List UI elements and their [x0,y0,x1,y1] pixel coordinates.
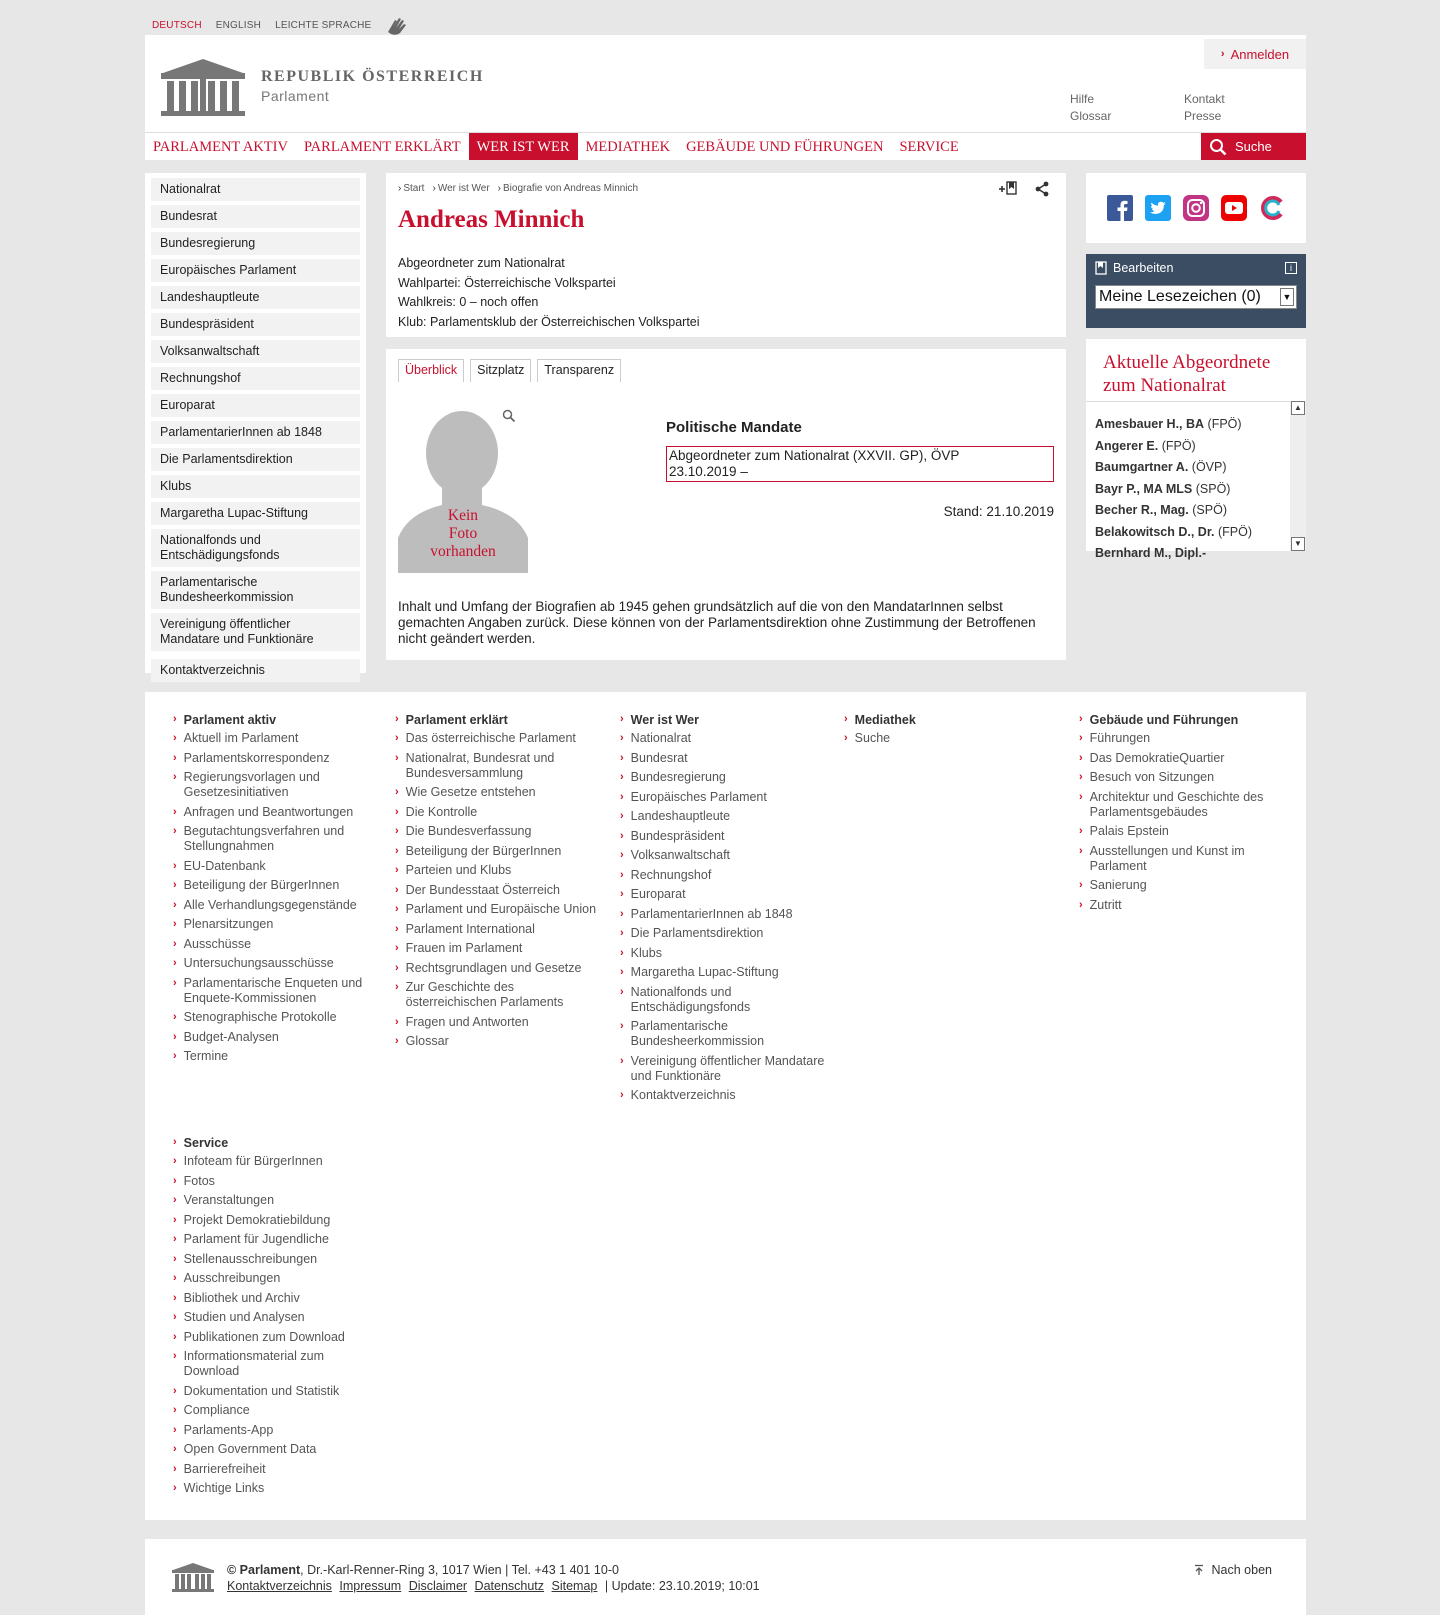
zoom-icon[interactable] [502,409,516,423]
sitemap-heading[interactable]: › Parlament erklärt [395,713,508,727]
chevron-right-icon: › [395,883,399,896]
sitemap-link[interactable]: › Die Parlamentsdirektion [620,926,764,940]
sitemap-link[interactable]: › Zur Geschichte des österreichischen Parlaments [395,980,564,1009]
chevron-right-icon: › [173,1384,177,1397]
chevron-right-icon: › [620,907,624,920]
sitemap-link[interactable]: › Architektur und Geschichte des Parlamentsgebäudes [1079,789,1264,819]
sitemap-link[interactable]: › Ausstellungen und Kunst im Parlament [1079,843,1245,873]
mandate-stand: Stand: 21.10.2019 [943,504,1054,519]
bookmarks-select[interactable]: Meine Lesezeichen (0) ▼ [1095,285,1297,309]
sitemap-link[interactable]: › Bibliothek und Archiv [173,1290,300,1305]
chevron-right-icon: › [395,864,399,876]
sitemap-link[interactable]: › Suche [844,731,891,745]
chevron-right-icon: › [395,1015,399,1028]
sitemap-link[interactable]: › ParlamentarierInnen ab 1848 [620,906,793,921]
nav-parlament-erklaert[interactable]: PARLAMENT ERKLÄRT [303,139,461,155]
sitemap-link[interactable]: › Wichtige Links [173,1481,265,1495]
sitemap-link[interactable]: › Bundesrat [620,750,688,765]
chevron-right-icon: › [395,844,399,857]
chevron-right-icon: › [173,1330,177,1343]
chevron-right-icon: › [173,1482,177,1494]
chevron-right-icon: › [620,888,624,900]
chevron-right-icon: › [620,790,624,803]
chevron-right-icon: › [395,805,399,818]
sidebar-navigation [145,173,366,677]
sitemap-link[interactable]: › Kontaktverzeichnis [620,1088,736,1102]
chevron-right-icon: › [173,1291,177,1304]
current-members-panel [1086,339,1306,560]
chevron-right-icon: › [620,966,624,978]
chevron-right-icon: › [844,732,848,744]
list-item[interactable]: Bernhard M., Dipl.- [1095,546,1207,560]
chevron-right-icon: › [620,927,624,939]
chevron-right-icon: › [395,713,399,725]
sitemap-link[interactable]: › Parlament und Europäische Union [395,902,597,916]
sitemap-link[interactable]: › Wie Gesetze entstehen [395,785,536,799]
sidebar-item[interactable]: Volksanwaltschaft [151,340,360,363]
chevron-right-icon: › [173,1155,177,1167]
sitemap-link[interactable]: › Besuch von Sitzungen [1079,770,1215,784]
nav-parlament-aktiv[interactable]: PARLAMENT AKTIV [153,139,288,155]
chevron-right-icon: › [1220,48,1225,60]
chevron-right-icon: › [620,732,624,744]
sitemap-link[interactable]: › Landeshauptleute [620,809,731,823]
sitemap-link[interactable]: › Das DemokratieQuartier [1079,750,1225,765]
chevron-right-icon: › [620,771,624,783]
chevron-right-icon: › [620,1089,624,1101]
chevron-right-icon: › [395,942,399,954]
sitemap-link[interactable]: › Stenographische Protokolle [173,1010,337,1024]
chevron-right-icon: › [844,713,848,725]
chevron-right-icon: › [173,805,177,818]
sitemap-link[interactable]: › Europarat [620,887,686,901]
page-tools [998,181,1050,197]
sidebar-item[interactable]: ParlamentarierInnen ab 1848 [151,421,360,444]
sitemap-link[interactable]: › Beteiligung der BürgerInnen [395,843,562,858]
biography-panel [386,349,1066,660]
list-item[interactable]: Angerer E. (FPÖ) [1095,438,1196,453]
chevron-right-icon: › [620,1020,624,1032]
scroll-up-icon[interactable]: ▲ [1291,401,1305,415]
sidebar-item[interactable]: Vereinigung öffentlicher Mandatare und Funktionäre [151,613,360,651]
chevron-right-icon: › [173,1404,177,1416]
sitemap-link[interactable]: › Dokumentation und Statistik [173,1383,340,1398]
scroll-down-icon[interactable]: ▼ [1291,537,1305,551]
chevron-right-icon: › [395,981,399,993]
chevron-right-icon: › [620,810,624,822]
sitemap-col-gebaeude [1079,713,1289,917]
sitemap-link[interactable]: › Parlament für Jugendliche [173,1232,329,1246]
sitemap-link[interactable]: › Rechtsgrundlagen und Gesetze [395,960,582,975]
youtube-icon[interactable] [1221,195,1247,221]
footer-link-kontakt[interactable]: Kontaktverzeichnis [227,1579,332,1593]
sitemap-heading[interactable]: › Parlament aktiv [173,713,277,727]
list-item[interactable]: Baumgartner A. (ÖVP) [1095,460,1227,474]
breadcrumb-start[interactable]: › Start [398,183,425,194]
sitemap-link[interactable]: › Informationsmaterial zum Download [173,1349,324,1378]
sitemap-link[interactable]: › Vereinigung öffentlicher Mandatare und Funktionäre [620,1053,825,1083]
lang-leichte-sprache[interactable]: LEICHTE SPRACHE [275,19,372,31]
sidebar-item[interactable]: Nationalrat [151,178,360,201]
tab-transparenz[interactable]: Transparenz [537,359,621,382]
sitemap-link[interactable]: › Publikationen zum Download [173,1329,345,1344]
sitemap-link[interactable]: › Infoteam für BürgerInnen [173,1154,323,1168]
chevron-right-icon: › [1079,771,1083,783]
chevron-right-icon: › [395,751,399,764]
sitemap-link[interactable]: › Untersuchungsausschüsse [173,956,334,970]
bookmarks-panel [1086,254,1306,328]
footer-copyright: © Parlament [227,1563,301,1577]
footer-link-sitemap[interactable]: Sitemap [551,1579,598,1593]
chevron-right-icon: › [173,1174,177,1187]
breadcrumb-wer-ist-wer[interactable]: › Wer ist Wer [432,183,490,194]
site-header [145,35,1306,132]
list-item[interactable]: Bayr P., MA MLS (SPÖ) [1095,481,1231,496]
sitemap-link[interactable]: › Barrierefreiheit [173,1461,266,1476]
chevron-right-icon: › [173,1462,177,1475]
chevron-right-icon: › [620,1054,624,1067]
page-footer [145,1539,1306,1615]
chevron-right-icon: › [173,1272,177,1284]
sitemap-link[interactable]: › Führungen [1079,731,1151,745]
login-button[interactable]: › Anmelden [1204,39,1306,69]
chevron-right-icon: › [1079,879,1083,891]
chevron-right-icon: › [173,1233,177,1245]
sidebar-item[interactable]: Rechnungshof [151,367,360,390]
sitemap-heading[interactable]: › Wer ist Wer [620,713,699,727]
sitemap-link[interactable]: › Beteiligung der BürgerInnen [173,878,340,892]
sitemap-link[interactable]: › Die Bundesverfassung [395,824,532,838]
chevron-right-icon: › [620,868,624,881]
social-media-bar [1086,173,1306,243]
sitemap-link[interactable]: › Nationalrat [620,731,692,745]
instagram-icon[interactable] [1183,195,1209,221]
chevron-right-icon: › [173,898,177,911]
chevron-right-icon: › [395,1035,399,1047]
chevron-right-icon: › [1079,844,1083,857]
chevron-right-icon: › [173,1030,177,1043]
chevron-right-icon: › [173,771,177,783]
info-wahlpartei: Wahlpartei: Österreichische Volkspartei [398,275,616,290]
sitemap-heading[interactable]: › Service [173,1136,229,1150]
sitemap-link[interactable]: › Parlaments-App [173,1422,274,1437]
info-icon[interactable]: i [1285,262,1297,274]
chevron-right-icon: › [620,829,624,842]
sitemap-link[interactable]: › Rechnungshof [620,867,712,882]
sitemap-link[interactable]: › Die Kontrolle [395,804,478,819]
members-scrollbar[interactable] [1290,401,1306,551]
chevron-right-icon: › [173,1194,177,1206]
facebook-icon[interactable] [1107,195,1133,221]
tab-bar [398,359,1054,382]
logo-title: REPUBLIK ÖSTERREICH [261,68,484,85]
demokratie-webstatt-icon[interactable] [1259,195,1285,221]
chevron-right-icon: › [173,976,177,989]
header-links [1070,92,1246,123]
chevron-right-icon: › [173,957,177,969]
nav-mediathek[interactable]: MEDIATHEK [585,139,671,155]
sitemap-link[interactable]: › Parlamentskorrespondenz [173,750,330,765]
chevron-right-icon: › [173,1136,177,1148]
sitemap-link[interactable]: › Palais Epstein [1079,824,1169,838]
sitemap-link[interactable]: › Aktuell im Parlament [173,731,299,745]
chevron-right-icon: › [173,1423,177,1436]
chevron-down-icon: ▼ [1280,288,1294,306]
sitemap-link[interactable]: › Compliance [173,1403,250,1417]
chevron-right-icon: › [1079,898,1083,911]
chevron-right-icon: › [173,1213,177,1226]
sidebar-item[interactable]: Die Parlamentsdirektion [151,448,360,471]
sitemap-link[interactable]: › EU-Datenbank [173,858,266,873]
sitemap-heading[interactable]: › Mediathek [844,713,916,727]
language-bar [152,14,411,36]
nav-gebaeude[interactable]: GEBÄUDE UND FÜHRUNGEN [686,139,884,155]
sitemap-link[interactable]: › Parlamentarische Enqueten und Enquete-Kommissionen [173,975,363,1005]
glossary-link[interactable]: Glossar [1070,109,1112,123]
sitemap-col-aktiv [173,713,383,1069]
sitemap-link[interactable]: › Bundesregierung [620,770,726,784]
political-mandates [666,419,1054,519]
sitemap-col-erklaert [395,713,605,1054]
share-icon[interactable] [1034,181,1050,197]
sitemap-link[interactable]: › Projekt Demokratiebildung [173,1212,331,1227]
sitemap-link[interactable]: › Studien und Analysen [173,1310,305,1324]
photo-text-line: vorhanden [430,543,496,560]
sidebar-item[interactable]: Europarat [151,394,360,417]
tab-ueberblick[interactable]: Überblick [398,359,464,382]
sidebar-item[interactable]: Europäisches Parlament [151,259,360,282]
chevron-right-icon: › [1079,790,1083,803]
mandate-entry: Abgeordneter zum Nationalrat (XXVII. GP), ÖVP 23.10.2019 – [666,446,1054,482]
search-button[interactable]: Suche [1201,133,1306,160]
sitemap-col-wer [620,713,830,1108]
chevron-right-icon: › [620,946,624,959]
sidebar-item[interactable]: Bundesregierung [151,232,360,255]
sitemap-link[interactable]: › Begutachtungsverfahren und Stellungnahmen [173,824,345,853]
person-info [398,254,1054,332]
sitemap-link[interactable]: › Das österreichische Parlament [395,731,576,745]
chevron-right-icon: › [620,713,624,725]
sitemap-link[interactable]: › Fotos [173,1173,215,1188]
sitemap-link[interactable]: › Anfragen und Beantwortungen [173,804,354,819]
sitemap-link[interactable]: › Termine [173,1049,229,1063]
sitemap-link[interactable]: › Regierungsvorlagen und Gesetzesinitiativen [173,770,320,799]
sitemap-link[interactable]: › Europäisches Parlament [620,789,767,804]
members-title: Aktuelle Abgeordnete zum Nationalrat [1086,339,1306,402]
chevron-right-icon: › [173,879,177,891]
list-item[interactable]: Belakowitsch D., Dr. (FPÖ) [1095,524,1252,539]
chevron-right-icon: › [173,732,177,744]
tab-sitzplatz[interactable]: Sitzplatz [470,359,531,382]
help-link[interactable]: Hilfe [1070,92,1095,106]
twitter-icon[interactable] [1145,195,1171,221]
chevron-right-icon: › [173,713,177,725]
sitemap-col-mediathek [844,713,1054,751]
parliament-building-icon[interactable] [171,1561,215,1593]
footer-sitemap [145,692,1306,1520]
info-klub: Klub: Parlamentsklub der Österreichischen Volkspartei [398,314,700,329]
chevron-right-icon: › [173,751,177,764]
sign-language-icon[interactable] [385,14,411,36]
chevron-right-icon: › [1079,713,1083,725]
arrow-up-icon [1194,1564,1204,1576]
chevron-right-icon: › [173,1050,177,1062]
sitemap-link[interactable]: › Fragen und Antworten [395,1014,529,1029]
chevron-right-icon: › [395,922,399,935]
list-item[interactable]: Becher R., Mag. (SPÖ) [1095,503,1227,517]
sitemap-link[interactable]: › Parlamentarische Bundesheerkommission [620,1019,765,1048]
breadcrumb [398,183,1054,194]
breadcrumb-current: › Biografie von Andreas Minnich [497,183,639,194]
chevron-right-icon: › [620,849,624,861]
sitemap-link[interactable]: › Klubs [620,945,662,960]
sidebar-item[interactable]: Margaretha Lupac-Stiftung [151,502,360,525]
chevron-right-icon: › [1079,751,1083,764]
chevron-right-icon: › [395,732,399,744]
biography-disclaimer: Inhalt und Umfang der Biografien ab 1945 gehen grundsätzlich auf die von den MandatarInnen selbst gemachten Angaben zurück. Diese können von der Parlamentsdirektion ohne Zustimmung der Betroffenen nicht geändert werden. [398,599,1036,646]
bookmark-icon [1095,261,1107,275]
footer-link-disclaimer[interactable]: Disclaimer [408,1579,468,1593]
footer-text [227,1562,760,1594]
nav-wer-ist-wer[interactable]: WER IST WER [469,133,578,160]
sitemap-link[interactable]: › Parteien und Klubs [395,863,512,877]
parlament-logo[interactable] [159,55,484,117]
info-function: Abgeordneter zum Nationalrat [398,256,565,270]
sitemap-col-service [173,1136,383,1501]
search-icon [1209,138,1227,156]
sitemap-link[interactable]: › Plenarsitzungen [173,917,274,931]
nav-service[interactable]: SERVICE [899,139,959,155]
sidebar-item[interactable]: Landeshauptleute [151,286,360,309]
contact-link[interactable]: Kontakt [1184,92,1225,106]
sitemap-heading[interactable]: › Gebäude und Führungen [1079,713,1239,727]
chevron-right-icon: › [395,786,399,798]
sidebar-item[interactable]: Bundespräsident [151,313,360,336]
chevron-right-icon: › [173,937,177,950]
sitemap-link[interactable]: › Alle Verhandlungsgegenstände [173,897,357,912]
chevron-right-icon: › [620,751,624,764]
main-navigation [145,132,1306,160]
sitemap-link[interactable]: › Margaretha Lupac-Stiftung [620,965,779,979]
bookmarks-edit-label[interactable]: Bearbeiten [1113,261,1174,275]
press-link[interactable]: Presse [1184,109,1222,123]
sitemap-link[interactable]: › Ausschreibungen [173,1271,281,1285]
parliament-building-icon [159,55,247,117]
chevron-right-icon: › [173,825,177,837]
list-item[interactable]: Amesbauer H., BA (FPÖ) [1095,417,1242,431]
chevron-right-icon: › [173,1252,177,1265]
sitemap-link[interactable]: › Stellenausschreibungen [173,1251,318,1266]
logo-subtitle: Parlament [261,88,330,104]
sitemap-link[interactable]: › Ausschüsse [173,936,252,951]
chevron-right-icon: › [1079,825,1083,837]
chevron-right-icon: › [395,903,399,915]
sitemap-link[interactable]: › Volksanwaltschaft [620,848,731,862]
chevron-right-icon: › [173,1311,177,1323]
sitemap-link[interactable]: › Der Bundesstaat Österreich [395,882,560,897]
person-header [386,173,1066,337]
chevron-right-icon: › [395,825,399,837]
photo-text-line: Kein [447,507,479,524]
chevron-right-icon: › [173,859,177,872]
footer-link-datenschutz[interactable]: Datenschutz [474,1579,545,1593]
chevron-right-icon: › [173,1350,177,1362]
sidebar-item[interactable]: Nationalfonds und Entschädigungsfonds [151,529,360,567]
sidebar-item[interactable]: Klubs [151,475,360,498]
add-bookmark-icon[interactable] [998,181,1018,197]
sitemap-link[interactable]: › Frauen im Parlament [395,941,523,955]
members-list [1086,402,1306,565]
portrait-placeholder[interactable] [398,413,528,573]
lang-deutsch[interactable]: DEUTSCH [152,19,202,31]
chevron-right-icon: › [173,918,177,930]
sitemap-link[interactable]: › Glossar [395,1034,449,1048]
chevron-right-icon: › [173,1011,177,1023]
mandates-title: Politische Mandate [666,419,802,436]
sidebar-item[interactable]: Kontaktverzeichnis [151,659,360,682]
sitemap-link[interactable]: › Sanierung [1079,878,1147,892]
sitemap-link[interactable]: › Budget-Analysen [173,1029,279,1044]
chevron-right-icon: › [1079,732,1083,744]
footer-link-impressum[interactable]: Impressum [339,1579,402,1593]
footer-update: | Update: 23.10.2019; 10:01 [604,1579,760,1593]
sitemap-link[interactable]: › Veranstaltungen [173,1193,275,1207]
sidebar-item[interactable]: Parlamentarische Bundesheerkommission [151,571,360,609]
sitemap-link[interactable]: › Open Government Data [173,1442,317,1456]
footer-address: , Dr.-Karl-Renner-Ring 3, 1017 Wien | Tel. +43 1 401 10-0 [300,1563,619,1577]
chevron-right-icon: › [173,1443,177,1455]
sitemap-link[interactable]: › Bundespräsident [620,828,725,843]
sitemap-link[interactable]: › Nationalrat, Bundesrat und Bundesversammlung [395,750,555,780]
chevron-right-icon: › [620,985,624,998]
chevron-right-icon: › [395,961,399,974]
lang-english[interactable]: ENGLISH [215,19,262,31]
sitemap-link[interactable]: › Zutritt [1079,897,1122,912]
sidebar-item[interactable]: Bundesrat [151,205,360,228]
sitemap-link[interactable]: › Nationalfonds und Entschädigungsfonds [620,984,751,1014]
back-to-top-button[interactable]: Nach oben [1194,1563,1272,1577]
page-title: Andreas Minnich [398,206,585,233]
info-wahlkreis: Wahlkreis: 0 – noch offen [398,295,539,309]
photo-text-line: Foto [448,525,478,542]
sitemap-link[interactable]: › Parlament International [395,921,535,936]
